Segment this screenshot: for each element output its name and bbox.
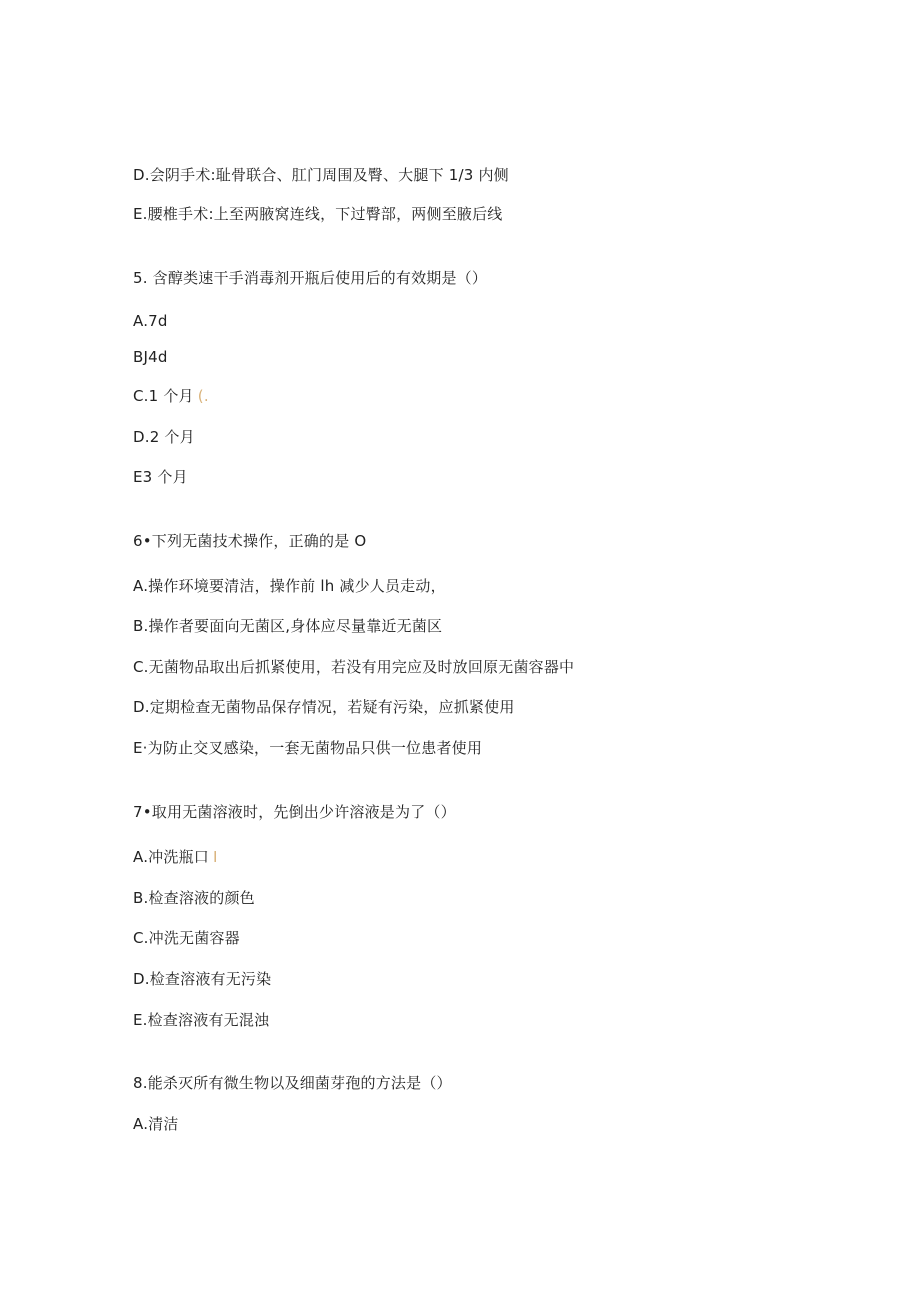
option-c-q6: C.无菌物品取出后抓紧使用，若没有用完应及时放回原无菌容器中	[133, 658, 575, 676]
option-b-q7: B.检查溶液的颜色	[133, 889, 255, 907]
question-8: 8.能杀灭所有微生物以及细菌芽孢的方法是（）	[133, 1074, 452, 1092]
option-d-q5: D.2 个月	[133, 428, 195, 446]
option-a-q5: A.7d	[133, 312, 168, 330]
option-e-q6: E·为防止交叉感染，一套无菌物品只供一位患者使用	[133, 739, 483, 757]
option-e-q4: E.腰椎手术:上至两腋窝连线，下过臀部，两侧至腋后线	[133, 205, 503, 223]
option-d-q6: D.定期检查无菌物品保存情况，若疑有污染，应抓紧使用	[133, 698, 515, 716]
option-a-q7	[133, 847, 218, 867]
option-a-q8: A.清洁	[133, 1115, 179, 1133]
stray-mark: (.	[197, 387, 209, 405]
option-a-q7-text: A.冲洗瓶口	[133, 848, 209, 866]
option-a-q6: A.操作环境要清洁，操作前 lh 减少人员走动，	[133, 577, 446, 595]
question-5: 5. 含醇类速干手消毒剂开瓶后使用后的有效期是（）	[133, 269, 488, 287]
option-e-q5: E3 个月	[133, 468, 188, 486]
option-d-q7: D.检查溶液有无污染	[133, 970, 272, 988]
question-6: 6•下列无菌技术操作，正确的是 O	[133, 532, 367, 550]
stray-mark: I	[212, 848, 218, 866]
option-b-q5: BJ4d	[133, 348, 168, 366]
option-c-q7: C.冲洗无菌容器	[133, 929, 240, 947]
option-c-q5	[133, 386, 209, 406]
option-e-q7: E.检查溶液有无混浊	[133, 1011, 270, 1029]
option-d-q4: D.会阴手术:耻骨联合、肛门周围及臀、大腿下 1/3 内侧	[133, 166, 509, 184]
question-7: 7•取用无菌溶液时，先倒出少许溶液是为了（）	[133, 803, 456, 821]
option-b-q6: B.操作者要面向无菌区,身体应尽量靠近无菌区	[133, 617, 443, 635]
option-c-q5-text: C.1 个月	[133, 387, 194, 405]
